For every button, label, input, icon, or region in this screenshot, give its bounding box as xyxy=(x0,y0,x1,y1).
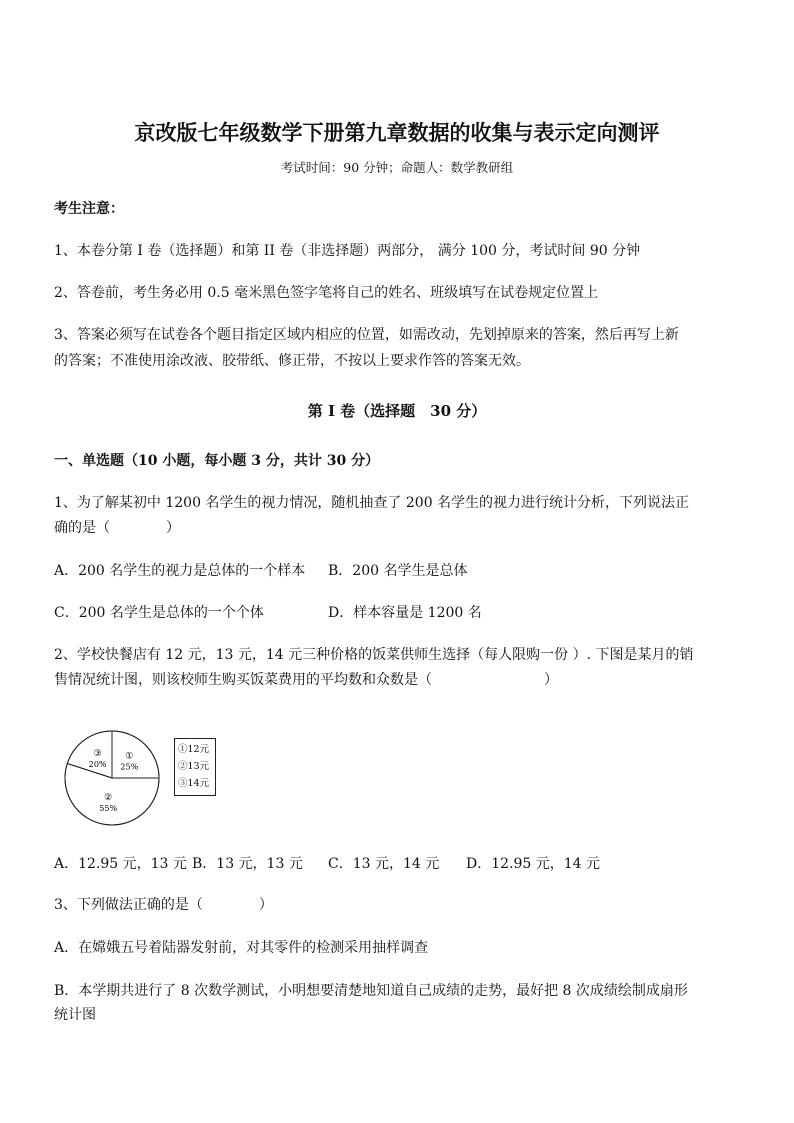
q3-option-a: A．在嫦娥五号着陆器发射前，对其零件的检测采用抽样调查 xyxy=(54,940,429,956)
section-heading: 一、单选题（10 小题，每小题 3 分，共计 30 分） xyxy=(54,453,380,469)
pie-chart xyxy=(62,728,162,828)
notice-item-3-cont: 的答案；不准使用涂改液、胶带纸、修正带，不按以上要求作答的答案无效。 xyxy=(54,353,530,369)
legend-item: ③14元 xyxy=(178,778,210,789)
q2-stem-line1: 2、学校快餐店有 12 元，13 元，14 元三种价格的饭菜供师生选择（每人限购一份 ）. 下图是某月的销 xyxy=(54,647,694,663)
q3-stem: 3、下列做法正确的是（ ） xyxy=(54,897,273,913)
q3-option-b-line2: 统计图 xyxy=(54,1007,96,1023)
notice-item-2: 2、答卷前，考生务必用 0.5 毫米黑色签字笔将自己的姓名、班级填写在试卷规定位置上 xyxy=(54,285,599,301)
q1-option-c: C．200 名学生是总体的一个个体 xyxy=(54,605,264,621)
exam-info: 考试时间：90 分钟；命题人：数学教研组 xyxy=(280,160,514,175)
notice-item-1: 1、本卷分第 I 卷（选择题）和第 II 卷（非选择题）两部分， 满分 100 分，考试时间 90 分钟 xyxy=(54,243,641,259)
pie-legend xyxy=(174,738,216,796)
q3-option-b-line1: B．本学期共进行了 8 次数学测试，小明想要清楚地知道自己成绩的走势，最好把 8 次成绩绘制成扇形 xyxy=(54,983,688,999)
page-title: 京改版七年级数学下册第九章数据的收集与表示定向测评 xyxy=(134,120,660,145)
slice-marker: ② xyxy=(104,793,113,804)
q2-option-d: D．12.95 元，14 元 xyxy=(466,856,601,872)
q2-stem-line2: 售情况统计图，则该校师生购买饭菜费用的平均数和众数是（ ） xyxy=(54,672,558,688)
notice-item-3: 3、答案必须写在试卷各个题目指定区域内相应的位置，如需改动，先划掉原来的答案，然后再写上新 xyxy=(54,327,679,343)
q1-option-d: D．样本容量是 1200 名 xyxy=(328,605,482,621)
slice-percent-label: 25% xyxy=(120,762,139,772)
q2-option-b: B．13 元，13 元 xyxy=(192,856,303,872)
q1-stem-line2: 确的是（ ） xyxy=(54,520,180,536)
q2-option-a: A．12.95 元，13 元 xyxy=(54,856,187,872)
legend-item: ②13元 xyxy=(178,761,210,772)
q1-option-a: A．200 名学生的视力是总体的一个样本 xyxy=(54,563,306,579)
slice-percent-label: 20% xyxy=(88,760,107,770)
slice-percent-label: 55% xyxy=(99,804,118,814)
q2-option-c: C．13 元，14 元 xyxy=(328,856,440,872)
notice-heading: 考生注意： xyxy=(54,201,124,217)
legend-item: ①12元 xyxy=(178,744,210,755)
slice-marker: ③ xyxy=(93,749,102,760)
slice-marker: ① xyxy=(125,751,134,762)
part-title: 第 I 卷（选择题 30 分） xyxy=(307,402,487,420)
q1-option-b: B．200 名学生是总体 xyxy=(328,563,468,579)
q1-stem-line1: 1、为了解某初中 1200 名学生的视力情况，随机抽查了 200 名学生的视力进行统计分析，下列说法正 xyxy=(54,495,690,511)
